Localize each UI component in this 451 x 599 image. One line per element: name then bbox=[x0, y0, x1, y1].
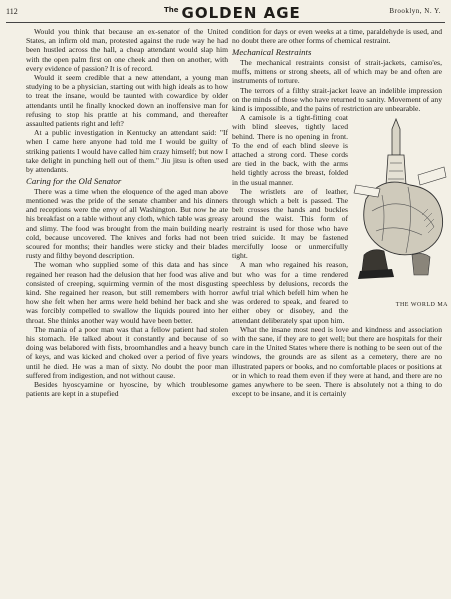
paragraph: The terrors of a filthy strait-jacket leave an indelible impression on the minds of those who have returned to sanity. Movement of any kind is impossible, and the pains of restriction are unbearable. bbox=[232, 85, 442, 113]
right-column bbox=[232, 27, 448, 594]
paragraph: A man who regained his reason, but who was for a time rendered speechless by delusions, records the awful trial which befell him when he was ordered to speak, and feared to either obey or disobey, and the attendant deliberately spat upon him. bbox=[232, 260, 348, 325]
section-heading: Caring for the Old Senator bbox=[26, 176, 122, 187]
paragraph: condition for days or even weeks at a time, paraldehyde is used, and no doubt there are other forms of chemical restraint. bbox=[232, 27, 442, 46]
paragraph: The woman who supplied some of this data and has since regained her reason had the delusion that her food was alive and consisted of creeping, squirming vermin of the most disgusting kind. She regained her reason, but still remembers with horror how she felt when her arms were held behind her back and she was forcibly compelled to swallow the liquids poured into her throat. She thinks another way would have been better. bbox=[26, 260, 228, 325]
paragraph: Besides hyoscyamine or hyoscine, by which troublesome patients are kept in a stupefied bbox=[26, 380, 228, 399]
cartoon-caption: THE WORLD MA bbox=[395, 302, 448, 309]
header-rule bbox=[6, 22, 445, 23]
paragraph: The mechanical restraints consist of strait-jackets, camiso'es, muffs, mittens or strong sheets, all of which may be and often are instruments of torture. bbox=[232, 57, 442, 86]
section-heading: Mechanical Restraints bbox=[232, 47, 312, 58]
cartoon-drawing bbox=[352, 115, 448, 301]
title-main: GOLDEN AGE bbox=[181, 4, 301, 22]
title-prefix: The bbox=[164, 6, 179, 14]
page-number: 112 bbox=[6, 7, 18, 16]
paragraph: There was a time when the eloquence of the aged man above mentioned was the pride of the senate chamber and his dinners and receptions were the envy of all Washington. But now he ate his breakfast on a table without any cloth, which table was greasy and slimy. The food was brought from the main building nearly cold, because uncovered. The knives and forks had not been scoured for months; their handles were sticky and their blades rusty and filthy beyond description. bbox=[26, 186, 228, 261]
page-header bbox=[6, 4, 445, 24]
paragraph: The wristlets are of leather, through which a belt is passed. The belt crosses the hands and buckles around the waist. This form of restraint is used for those who have tried suicide. It may be fastened mercifully loose or unmercifully tight. bbox=[232, 186, 348, 261]
paragraph: What the insane most need is love and kindness and association with the sane, if they are to get well; but there are hospitals for their care in the United States where there is nothing to be seen out of the windows, the grounds are as silent as a cemetery, there are no illustrated papers or books, and no comfortable places or positions at or in which to read them even if they were at hand, and there are no games anywhere to be seen. There is absolutely not a thing to do except to be insane, and it is certainly bbox=[232, 324, 442, 399]
publication-place: Brooklyn, N. Y. bbox=[389, 7, 441, 15]
left-column bbox=[26, 27, 228, 594]
magazine-title bbox=[164, 4, 301, 22]
paragraph: At a public investigation in Kentucky an attendant said: "If when I came here anyone had told me I would be guilty of striking patients I would have called him crazy himself; but now I take delight in punching hell out of them." Jiu jitsu is often used by attendants. bbox=[26, 128, 228, 175]
world-map-cartoon bbox=[352, 115, 448, 311]
paragraph: The mania of a poor man was that a fellow patient had stolen his stomach. He talked about it constantly and because of so doing was belabored with fists, broomhandles and a heavy bunch of keys, and was kicked and choked over a period of five years until he died. He was a man of sixty. No doubt the poor man suffered from indigestion, and not without cause. bbox=[26, 324, 228, 380]
paragraph: Would you think that because an ex-senator of the United States, an infirm old man, protested against the rude way he had been hustled across the hall, a cheap attendant would slap him with the open palm first on one cheek and then on another, with every evidence of passion? It is of record. bbox=[26, 27, 228, 73]
paragraph: Would it seem credible that a new attendant, a young man studying to be a physician, starting out with high ideals as to how to treat the insane, would be taunted with cowardice by older attendants until he finally knocked down an inoffensive man for refusing to stop his prattle at his command, and thereafter assaulted patients right and left? bbox=[26, 73, 228, 129]
paragraph: A camisole is a tight-fitting coat with blind sleeves, tightly laced behind. There is no opening in front. To the end of each blind sleeve is attached a strong cord. These cords are tied in the back, with the arms held tightly across the breast, folded in the usual manner. bbox=[232, 113, 348, 187]
